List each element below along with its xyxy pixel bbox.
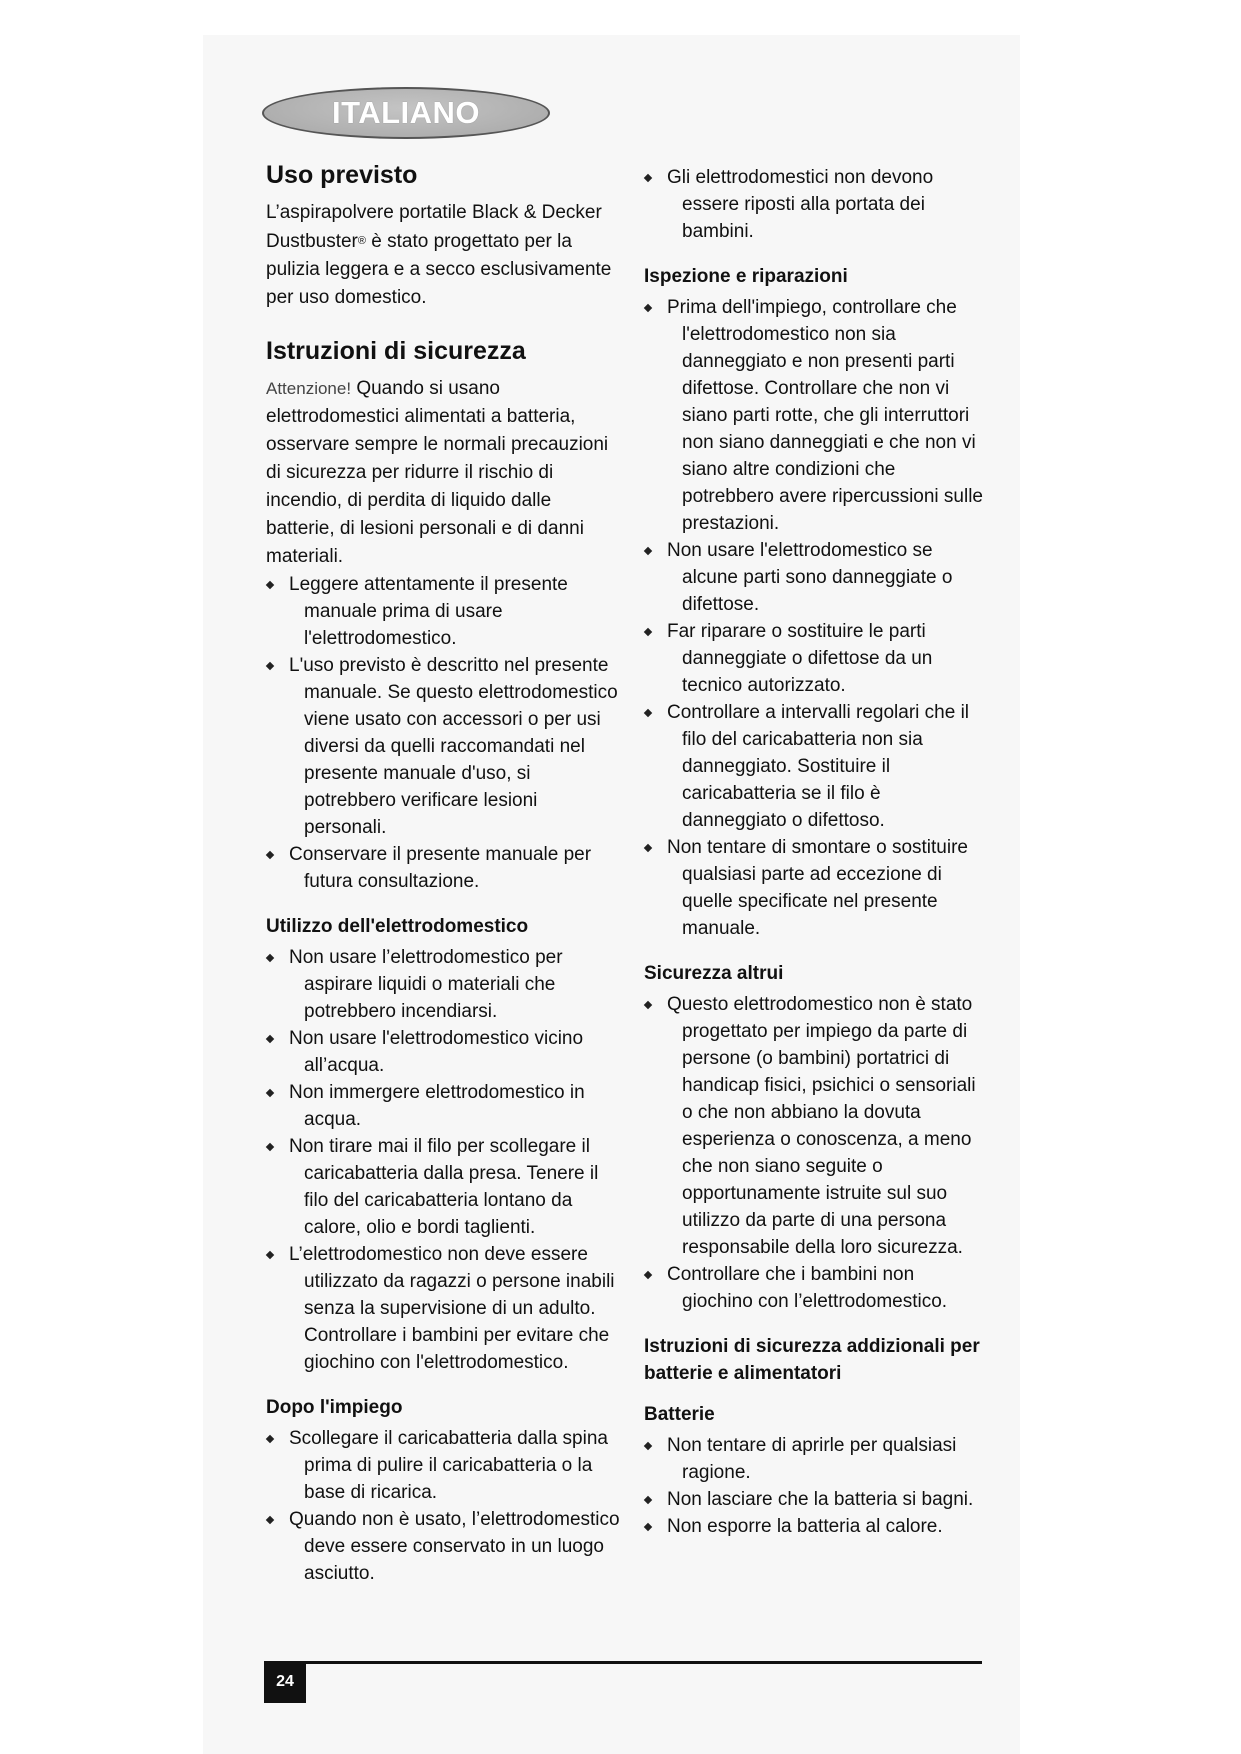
inspection-heading: Ispezione e riparazioni (644, 266, 848, 287)
others-safety-list (644, 991, 989, 1315)
list-item: Non lasciare che la batteria si bagni. (644, 1486, 989, 1513)
list-item: Questo elettrodomestico non è stato progettato per impiego da parte di persone (o bambini) portatrici di handicap fisici, psichici o sensoriali o che non abbiano la dovuta esperienza o conoscenza, a meno che non siano seguite o opportunamente istruite sul suo utilizzo da parte di una persona responsabile della loro sicurezza. (644, 991, 989, 1261)
list-item: Non esporre la batteria al calore. (644, 1513, 989, 1540)
list-item: Non usare l’elettrodomestico per aspirare liquidi o materiali che potrebbero incendiarsi. (266, 944, 620, 1025)
list-item: Quando non è usato, l’elettrodomestico deve essere conservato in un luogo asciutto. (266, 1506, 620, 1587)
additional-safety-heading: Istruzioni di sicurezza addizionali per batterie e alimentatori (644, 1336, 980, 1384)
right-column (644, 164, 989, 1540)
batteries-list (644, 1432, 989, 1540)
appliance-use-list (266, 944, 620, 1376)
list-item: Far riparare o sostituire le parti danneggiate o difettose da un tecnico autorizzato. (644, 618, 989, 699)
safety-intro-text: Quando si usano elettrodomestici alimentati a batteria, osservare sempre le normali precauzioni di sicurezza per ridurre il rischio di incendio, di perdita di liquido dalle batterie, di lesioni personali e di danni materiali. (266, 378, 609, 567)
others-safety-heading: Sicurezza altrui (644, 963, 784, 984)
safety-heading: Istruzioni di sicurezza (266, 337, 526, 365)
language-badge (262, 87, 550, 139)
language-label: ITALIANO (331, 95, 481, 130)
list-item: Prima dell'impiego, controllare che l'elettrodomestico non sia danneggiato e non presenti parti difettose. Controllare che non vi siano parti rotte, che gli interruttori non siano danneggiati e che non vi siano altre condizioni che potrebbero avere ripercussioni sulle prestazioni. (644, 294, 989, 537)
page-number: 24 (264, 1661, 306, 1703)
list-item: Non usare l'elettrodomestico vicino all’acqua. (266, 1025, 620, 1079)
after-use-heading: Dopo l'impiego (266, 1397, 403, 1418)
list-item: L'uso previsto è descritto nel presente manuale. Se questo elettrodomestico viene usato con accessori o per usi diversi da quelli raccomandati nel presente manuale d'uso, si potrebbero verificare lesioni personali. (266, 652, 620, 841)
list-item: Non immergere elettrodomestico in acqua. (266, 1079, 620, 1133)
registered-mark: ® (357, 235, 366, 247)
list-item: Non tirare mai il filo per scollegare il caricabatteria dalla presa. Tenere il filo del caricabatteria lontano da calore, olio e bordi taglienti. (266, 1133, 620, 1241)
after-use-list (266, 1425, 620, 1587)
intended-use-text-a: L’aspirapolvere portatile Black & Decker Dustbuster (266, 202, 602, 252)
intended-use-text (266, 199, 620, 312)
footer-rule (266, 1661, 982, 1664)
list-item: Leggere attentamente il presente manuale prima di usare l'elettrodomestico. (266, 571, 620, 652)
list-item: Scollegare il caricabatteria dalla spina prima di pulire il caricabatteria o la base di ricarica. (266, 1425, 620, 1506)
inspection-list (644, 294, 989, 942)
intended-use-heading: Uso previsto (266, 161, 418, 189)
storage-list (644, 164, 989, 245)
list-item: L’elettrodomestico non deve essere utilizzato da ragazzi o persone inabili senza la supervisione di un adulto. Controllare i bambini per evitare che giochino con l'elettrodomestico. (266, 1241, 620, 1376)
list-item: Gli elettrodomestici non devono essere riposti alla portata dei bambini. (644, 164, 989, 245)
list-item: Controllare che i bambini non giochino con l’elettrodomestico. (644, 1261, 989, 1315)
list-item: Controllare a intervalli regolari che il filo del caricabatteria non sia danneggiato. Sostituire il caricabatteria se il filo è danneggiato o difettoso. (644, 699, 989, 834)
safety-intro (266, 375, 620, 571)
warning-label: Attenzione! (266, 379, 352, 398)
list-item: Conservare il presente manuale per futura consultazione. (266, 841, 620, 895)
intended-use-text-b: è stato progettato per la pulizia leggera e a secco esclusivamente per uso domestico. (266, 231, 612, 308)
list-item: Non tentare di aprirle per qualsiasi ragione. (644, 1432, 989, 1486)
list-item: Non usare l'elettrodomestico se alcune parti sono danneggiate o difettose. (644, 537, 989, 618)
batteries-heading: Batterie (644, 1404, 715, 1425)
list-item: Non tentare di smontare o sostituire qualsiasi parte ad eccezione di quelle specificate nel presente manuale. (644, 834, 989, 942)
appliance-use-heading: Utilizzo dell'elettrodomestico (266, 916, 529, 937)
left-column (266, 160, 620, 1587)
safety-list (266, 571, 620, 895)
